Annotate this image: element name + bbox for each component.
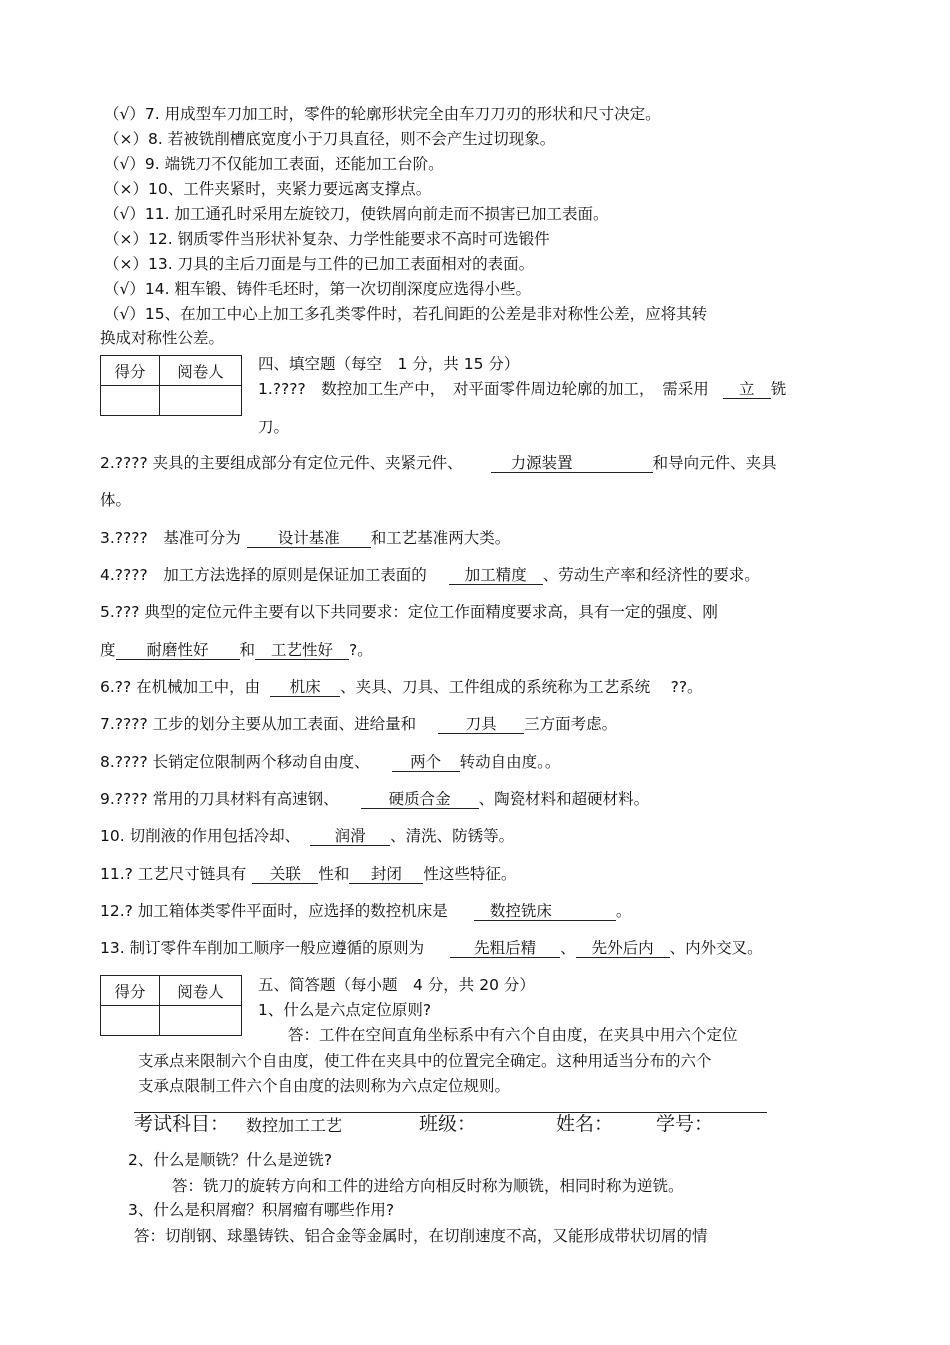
answer-blank: 润滑 bbox=[310, 827, 390, 846]
class-label: 班级： bbox=[419, 1113, 477, 1135]
answer-blank: 机床 bbox=[270, 678, 340, 697]
fill-q8: 8.???? 长销定位限制两个移动自由度、 两个 转动自由度。。 bbox=[100, 753, 561, 771]
fill-q10: 10. 切削液的作用包括冷却、 润滑 、清洗、防锈等。 bbox=[100, 827, 515, 845]
answer-blank: 加工精度 bbox=[449, 566, 543, 585]
short-section-title: 五、简答题（每小题 4 分，共 20 分） bbox=[258, 976, 535, 994]
fill-q5-cont: 度 耐磨性好 和 工艺性好 ?。 bbox=[100, 641, 373, 659]
judge-item-8: （×）8. 若被铣削槽底宽度小于刀具直径，则不会产生过切现象。 bbox=[104, 130, 556, 148]
answer-blank: 设计基准 bbox=[247, 529, 371, 548]
judge-item-12: （×）12. 钢质零件当形状补复杂、力学性能要求不高时可选锻件 bbox=[104, 230, 550, 248]
fill-q7: 7.???? 工步的划分主要从加工表面、进给量和 刀具 三方面考虑。 bbox=[100, 715, 618, 733]
short-a1-line3: 支承点限制工件六个自由度的法则称为六点定位规则。 bbox=[138, 1077, 511, 1095]
answer-blank: 两个 bbox=[392, 753, 460, 772]
fill-section-title: 四、填空题（每空 1 分，共 15 分） bbox=[258, 355, 520, 373]
judge-item-7: （√）7. 用成型车刀加工时，零件的轮廓形状完全由车刀刀刃的形状和尺寸决定。 bbox=[104, 105, 661, 123]
short-a1-line1: 答：工件在空间直角坐标系中有六个自由度，在夹具中用六个定位 bbox=[288, 1026, 738, 1044]
score-box-short bbox=[100, 975, 242, 1036]
id-label: 学号： bbox=[656, 1113, 714, 1135]
fill-q1-cont: 刀。 bbox=[258, 418, 290, 436]
judge-item-10: （×）10、工件夹紧时，夹紧力要远离支撑点。 bbox=[104, 180, 432, 198]
fill-q2-cont: 体。 bbox=[100, 491, 132, 509]
reviewer-cell bbox=[160, 1006, 242, 1036]
answer-blank: 刀具 bbox=[438, 715, 524, 734]
answer-blank: 关联 bbox=[252, 865, 318, 884]
subject-label: 考试科目： bbox=[134, 1113, 230, 1135]
fill-q3: 3.???? 基准可分为 设计基准 和工艺基准两大类。 bbox=[100, 529, 511, 547]
fill-q1: 1.???? 数控加工生产中， 对平面零件周边轮廓的加工， 需采用 立 铣 bbox=[258, 380, 787, 398]
fill-q12: 12.? 加工箱体类零件平面时，应选择的数控机床是 数控铣床 。 bbox=[100, 902, 632, 920]
short-a2: 答：铣刀的旋转方向和工件的进给方向相反时称为顺铣，相同时称为逆铣。 bbox=[172, 1177, 684, 1195]
subject-value: 数控加工工艺 bbox=[246, 1116, 343, 1135]
fill-q2: 2.???? 夹具的主要组成部分有定位元件、夹紧元件、 力源装置 和导向元件、夹具 bbox=[100, 454, 777, 472]
fill-q4: 4.???? 加工方法选择的原则是保证加工表面的 加工精度 、劳动生产率和经济性的要求。 bbox=[100, 566, 760, 584]
answer-blank: 硬质合金 bbox=[361, 790, 479, 809]
fill-q11: 11.? 工艺尺寸链具有 关联 性和 封闭 性这些特征。 bbox=[100, 865, 517, 883]
name-label: 姓名： bbox=[556, 1113, 614, 1135]
fill-q13: 13. 制订零件车削加工顺序一般应遵循的原则为 先粗后精 、 先外后内 、内外交叉。 bbox=[100, 939, 763, 957]
judge-item-14: （√）14. 粗车锻、铸件毛坯时，第一次切削深度应选得小些。 bbox=[104, 280, 531, 298]
fill-q6: 6.?? 在机械加工中，由 机床 、夹具、刀具、工件组成的系统称为工艺系统 ??。 bbox=[100, 678, 703, 696]
short-a1-line2: 支承点来限制六个自由度，使工件在夹具中的位置完全确定。这种用适当分布的六个 bbox=[138, 1052, 712, 1070]
fill-q9: 9.???? 常用的刀具材料有高速钢、 硬质合金 、陶瓷材料和超硬材料。 bbox=[100, 790, 650, 808]
answer-blank: 力源装置 bbox=[491, 454, 653, 473]
score-cell bbox=[101, 386, 160, 416]
answer-blank: 封闭 bbox=[349, 865, 423, 884]
judge-item-15: （√）15、在加工中心上加工多孔类零件时，若孔间距的公差是非对称性公差，应将其转 bbox=[104, 305, 708, 323]
reviewer-label: 阅卷人 bbox=[160, 976, 242, 1006]
short-q3: 3、什么是积屑瘤？积屑瘤有哪些作用? bbox=[128, 1201, 395, 1219]
answer-blank: 工艺性好 bbox=[255, 641, 349, 660]
score-box-fill bbox=[100, 355, 242, 416]
score-label: 得分 bbox=[101, 356, 160, 386]
fill-q5: 5.??? 典型的定位元件主要有以下共同要求：定位工作面精度要求高，具有一定的强度、刚 bbox=[100, 603, 718, 621]
short-q1: 1、什么是六点定位原则? bbox=[258, 1001, 432, 1019]
score-label: 得分 bbox=[101, 976, 160, 1006]
answer-blank: 数控铣床 bbox=[474, 902, 616, 921]
reviewer-label: 阅卷人 bbox=[160, 356, 242, 386]
answer-blank: 先粗后精 bbox=[450, 939, 560, 958]
reviewer-cell bbox=[160, 386, 242, 416]
judge-item-9: （√）9. 端铣刀不仅能加工表面，还能加工台阶。 bbox=[104, 155, 444, 173]
short-q2: 2、什么是顺铣？什么是逆铣? bbox=[128, 1151, 333, 1169]
judge-item-13: （×）13. 刀具的主后刀面是与工件的已加工表面相对的表面。 bbox=[104, 255, 535, 273]
judge-item-11: （√）11. 加工通孔时采用左旋铰刀，使铁屑向前走而不损害已加工表面。 bbox=[104, 205, 609, 223]
answer-blank: 立 bbox=[723, 380, 771, 399]
answer-blank: 耐磨性好 bbox=[116, 641, 240, 660]
exam-header bbox=[134, 1112, 767, 1135]
score-cell bbox=[101, 1006, 160, 1036]
answer-blank: 先外后内 bbox=[576, 939, 670, 958]
judge-item-15-cont: 换成对称性公差。 bbox=[100, 329, 225, 347]
short-a3: 答：切削钢、球墨铸铁、铝合金等金属时，在切削速度不高，又能形成带状切屑的情 bbox=[134, 1227, 708, 1245]
